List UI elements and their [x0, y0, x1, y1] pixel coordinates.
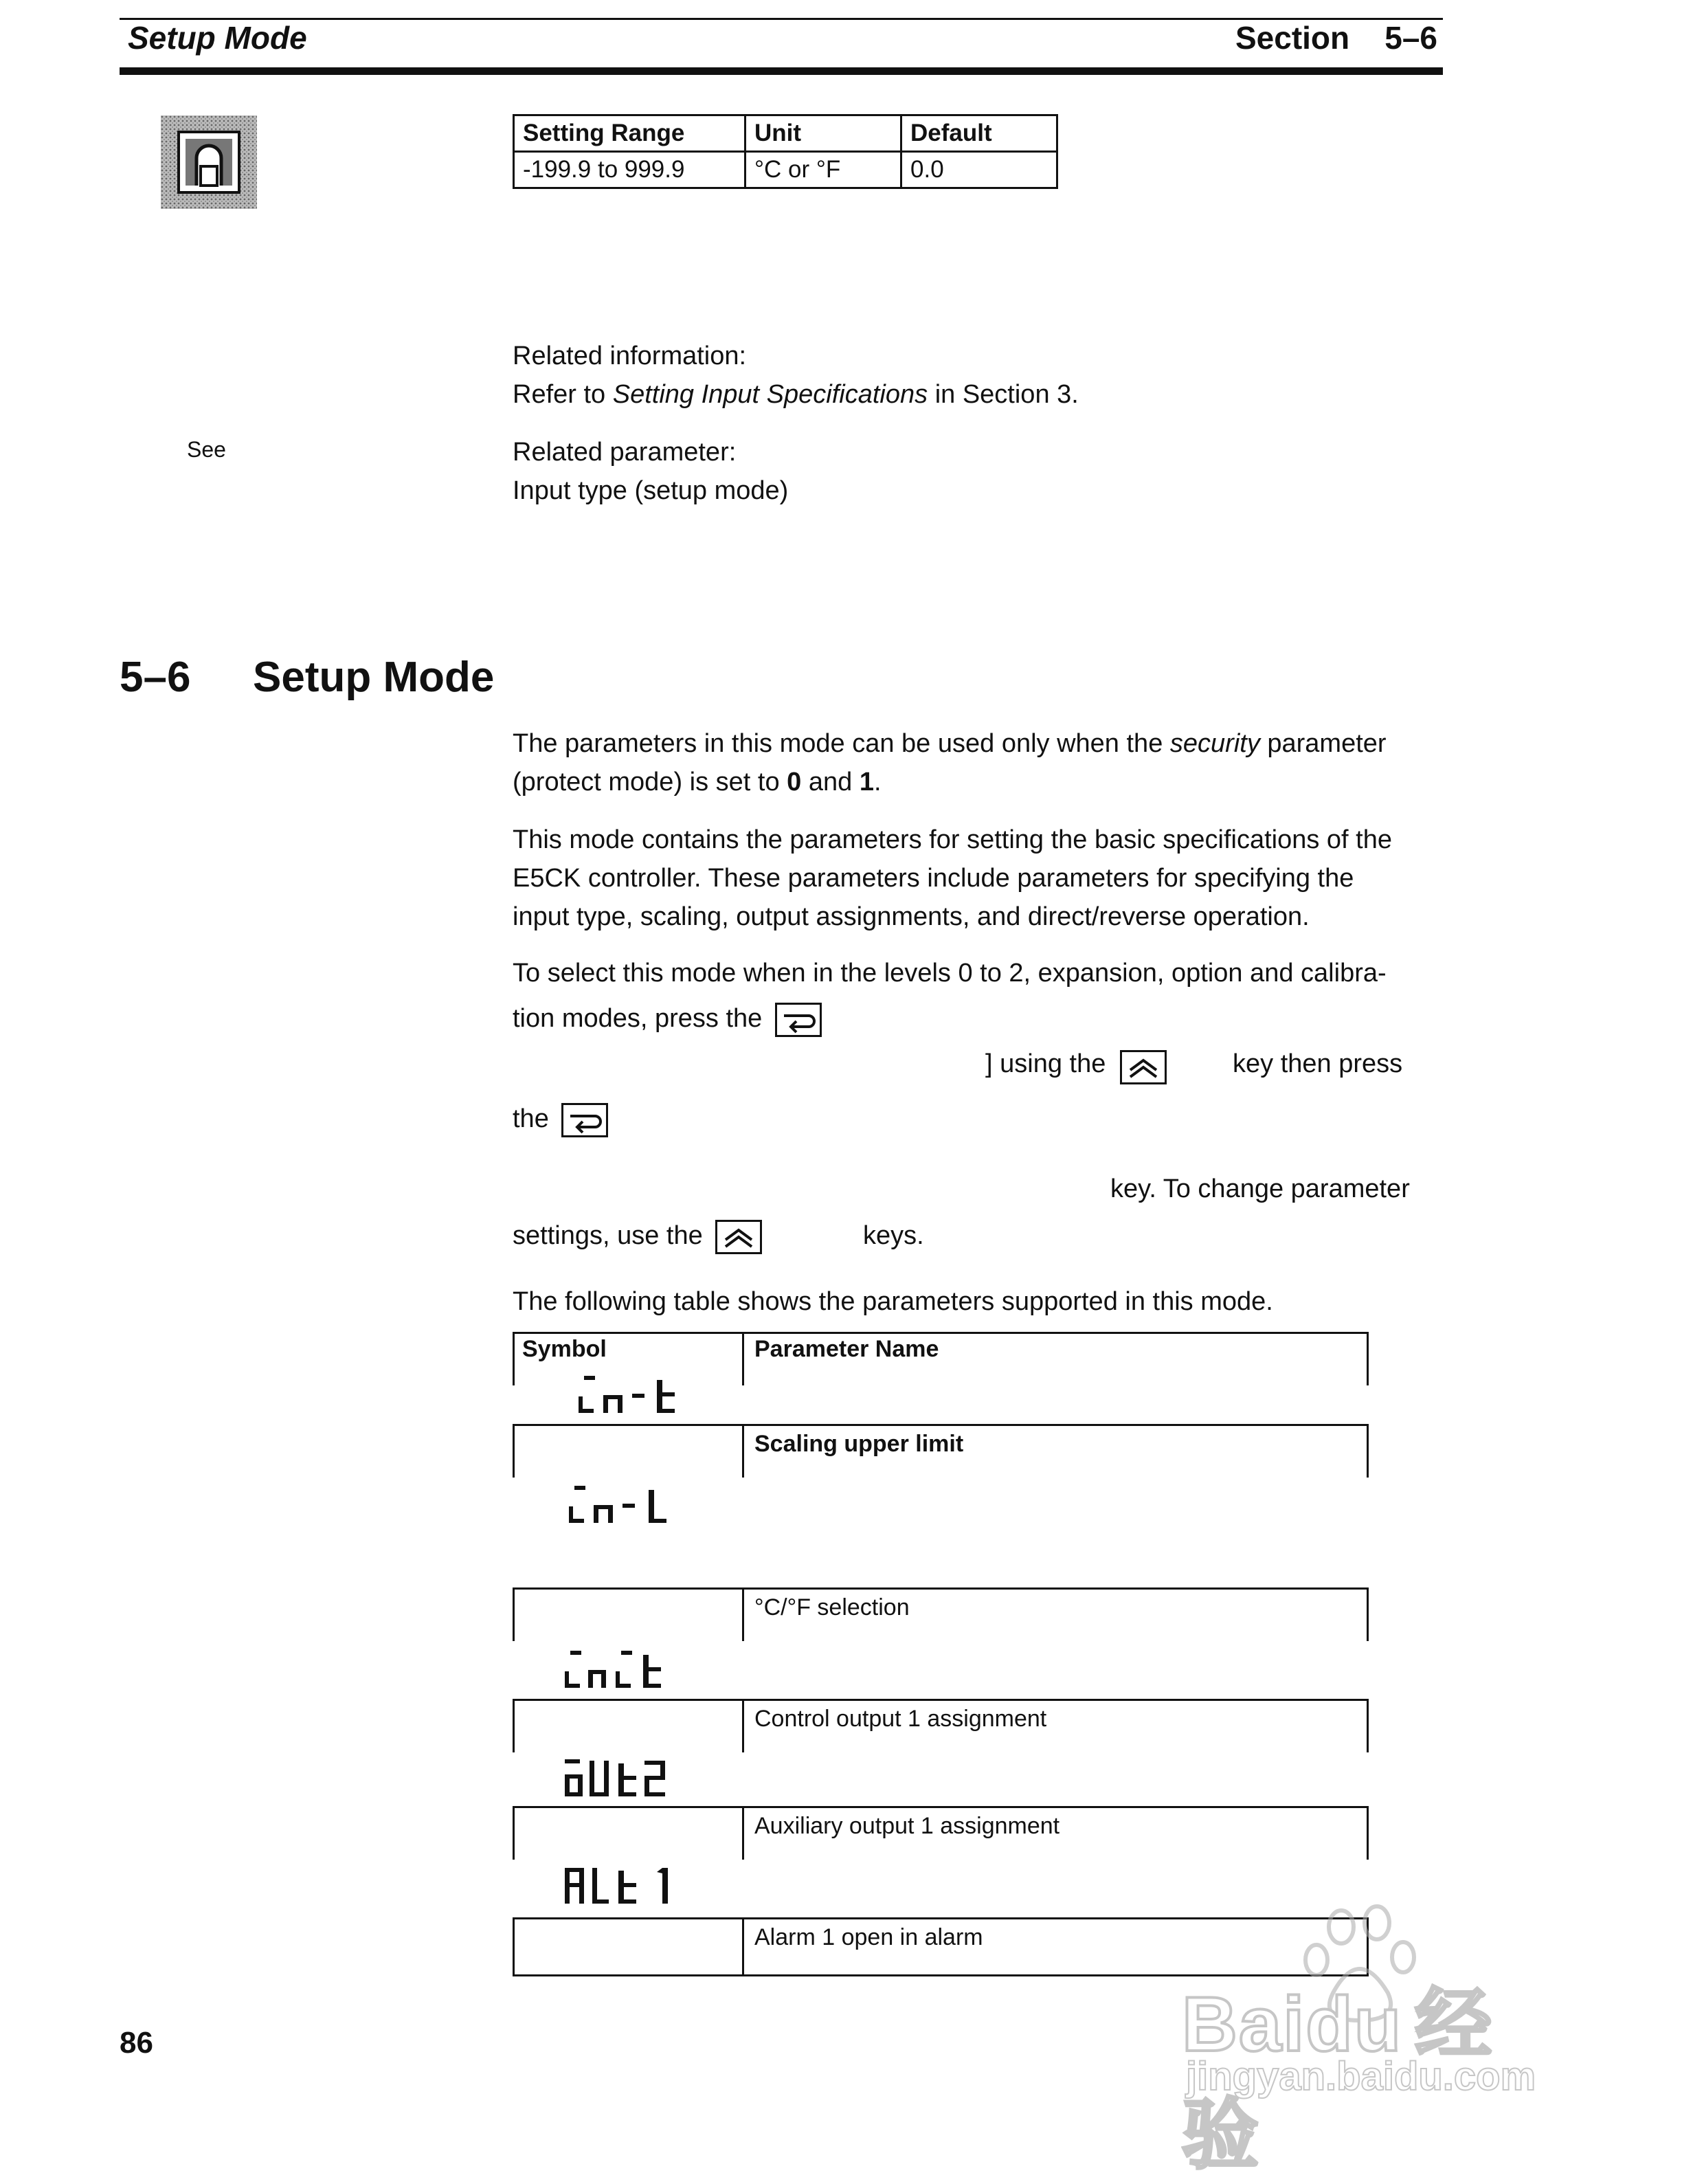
para3-line-3a: ] using the	[985, 1049, 1106, 1078]
para1-bold-0: 0	[787, 768, 802, 796]
para2-line-1: This mode contains the parameters for setting the basic specifications of the	[513, 825, 1392, 854]
para2-line-2: E5CK controller. These parameters include parameters for specifying the	[513, 864, 1354, 893]
para1-text-c: (protect mode) is set to	[513, 768, 787, 796]
para3-line-4: the	[513, 1104, 549, 1133]
watermark	[1182, 1904, 1567, 2178]
symbol-out2	[562, 1758, 686, 1803]
watermark-url: jingyan.baidu.com	[1186, 2054, 1536, 2099]
related-param-value: Input type (setup mode)	[513, 476, 789, 505]
para3-line-6-wrap	[513, 1216, 762, 1255]
para1-text-d: and	[801, 768, 860, 796]
range-value-setting: -199.9 to 999.9	[514, 152, 745, 188]
section-title: Setup Mode	[253, 654, 495, 701]
para1-text-a: The parameters in this mode can be used only when the	[513, 729, 1170, 758]
para2-line-3: input type, scaling, output assignments, and direct/reverse operation.	[513, 902, 1310, 931]
header-parameter-name: Parameter Name	[754, 1336, 939, 1362]
para1-text-b: parameter	[1259, 729, 1387, 758]
page-number: 86	[120, 2026, 153, 2060]
symbol-in-t	[576, 1374, 699, 1419]
related-param-heading: Related parameter:	[513, 438, 737, 467]
refer-title: Setting Input Specifications	[612, 380, 928, 409]
para3-line-5: key. To change parameter	[1110, 1174, 1410, 1203]
paragraph-1	[513, 724, 1440, 801]
symbol-init	[562, 1649, 686, 1694]
range-header-unit: Unit	[745, 115, 901, 152]
related-info-refer	[513, 375, 1079, 414]
para3-line-6b: keys.	[863, 1221, 924, 1250]
para1-text-e: .	[873, 768, 882, 796]
param-name: Alarm 1 open in alarm	[754, 1924, 983, 1950]
param-name: °C/°F selection	[754, 1594, 910, 1620]
related-info	[513, 337, 1079, 414]
paragraph-4: The following table shows the parameters supported in this mode.	[513, 1287, 1273, 1316]
related-param	[513, 433, 788, 510]
param-name: Auxiliary output 1 assignment	[754, 1813, 1060, 1839]
range-value-unit: °C or °F	[745, 152, 901, 188]
para1-italic: security	[1169, 729, 1260, 758]
mode-key-icon	[775, 1003, 822, 1037]
header-rule-bottom	[120, 67, 1443, 75]
range-header-default: Default	[901, 115, 1057, 152]
related-info-heading: Related information:	[513, 342, 747, 370]
up-key-icon	[1120, 1050, 1167, 1084]
para3-line-2: tion modes, press the	[513, 1004, 763, 1033]
param-name: Scaling upper limit	[754, 1431, 964, 1457]
symbol-in-l	[566, 1484, 690, 1529]
para3-line-6a: settings, use the	[513, 1221, 703, 1250]
watermark-brand: Baidu	[1182, 1981, 1403, 2067]
paragraph-2	[513, 821, 1440, 936]
para3-line-1: To select this mode when in the levels 0 to 2, expansion, option and calibra-	[513, 959, 1387, 988]
symbol-alt1	[562, 1865, 686, 1910]
refer-prefix: Refer to	[513, 380, 613, 409]
header-title: Setup Mode	[128, 20, 307, 56]
see-label: See	[187, 437, 226, 462]
header-symbol: Symbol	[522, 1336, 607, 1362]
mode-key-icon	[561, 1103, 608, 1137]
range-value-default: 0.0	[901, 152, 1057, 188]
header-section: Section 5–6	[1235, 20, 1437, 56]
up-key-icon	[715, 1220, 762, 1254]
para1-bold-1: 1	[859, 768, 874, 796]
watermark-cn: 经验	[1182, 1981, 1494, 2178]
setting-range-table	[513, 114, 1058, 189]
section-number: 5–6	[120, 654, 191, 701]
range-header-setting: Setting Range	[514, 115, 745, 152]
para3-line-2-wrap	[513, 999, 822, 1038]
para3-line-3b: key then press	[1233, 1049, 1403, 1078]
refer-suffix: in Section 3.	[928, 380, 1079, 409]
lock-icon	[161, 115, 257, 212]
param-name: Control output 1 assignment	[754, 1706, 1047, 1732]
para3-line-4-wrap	[513, 1100, 608, 1138]
